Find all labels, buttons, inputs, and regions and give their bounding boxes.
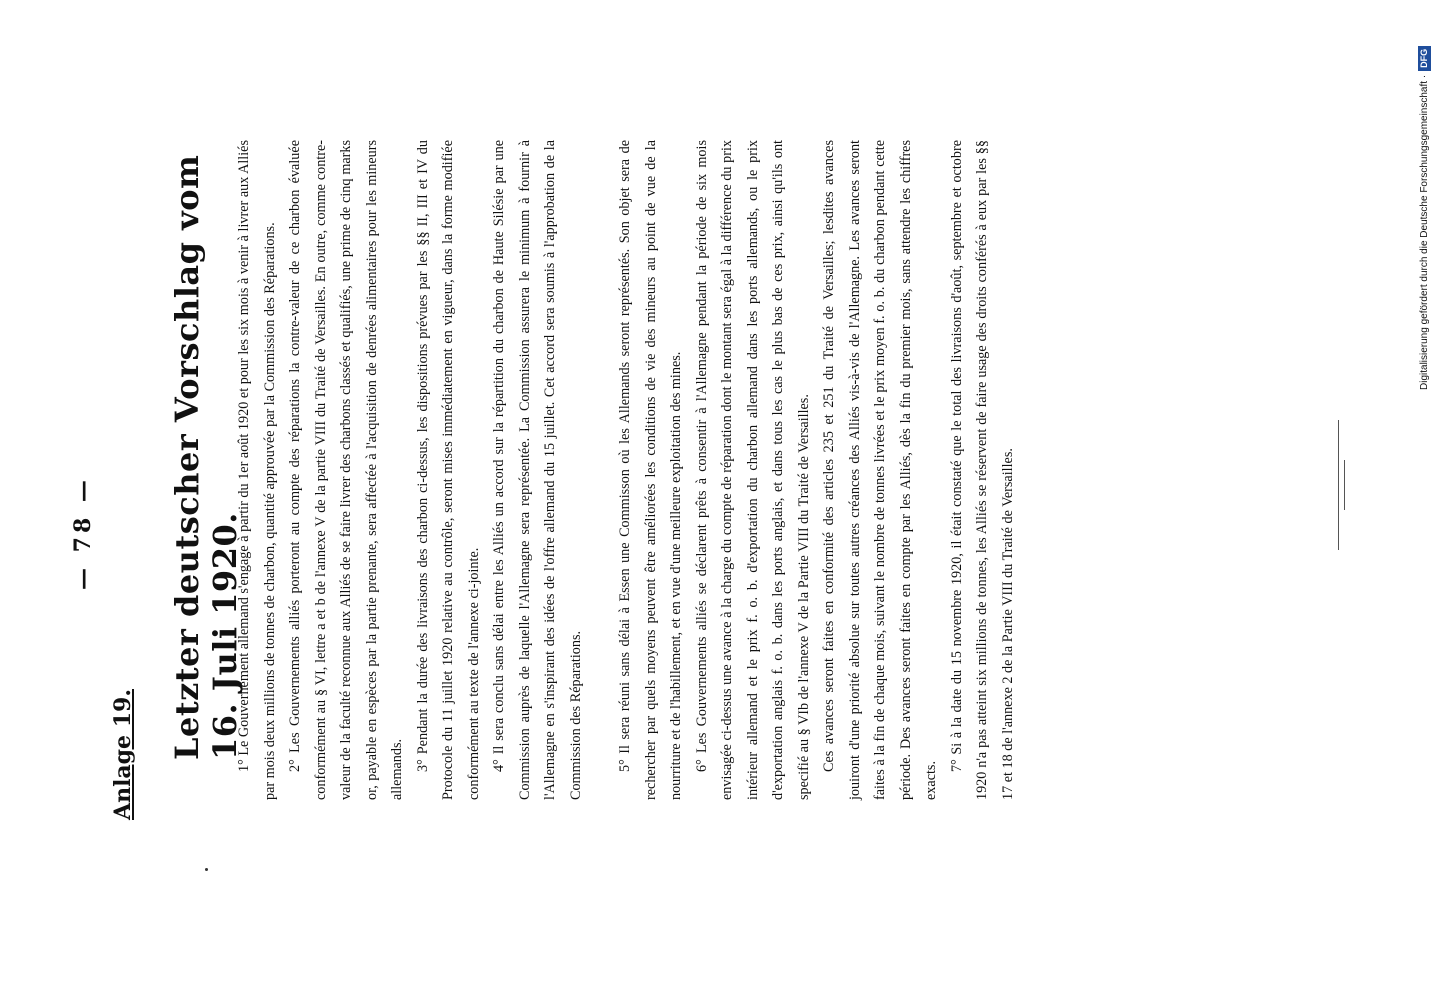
paragraph-4: 4° Il sera conclu sans délai entre les Alliés un accord sur la répartition du charbon de Haute Silésie par une Commission auprès de laquelle l'Allemagne sera représentée. La Commission assurera le minimum à fournir à l'Allemagne en s'inspirant des idées de l'offre allemand du 15 juillet. Cet accord sera soumis à l'approbation de la Commission des Réparations. xyxy=(491,140,584,800)
page-number: — 78 — xyxy=(70,476,96,590)
document-title: Letzter deutscher Vorschlag vom 16. Juli 1920. xyxy=(168,154,244,760)
paragraph-5: 5° Il sera réuni sans délai à Essen une Commisson où les Allemands seront représentés. Son objet sera de rechercher par quels moyens peuvent être améliorées les conditions de vie des mineurs au point de vue de la nourriture et de l'habillement, et en vue d'une meilleure exploitation des mines. xyxy=(617,140,684,800)
paragraph-6-continued: Ces avances seront faites en conformité des articles 235 et 251 du Traité de Versailles; lesdites avances jouiront d'une priorité absolue sur toutes autres créances des Alliés vis-à-vis de l'Allemagne. Les avances seront faites à la fin de chaque mois, suivant le nombre de tonnes livrées et le prix moyen f. o. b. du charbon pendant cette période. Des avances seront faites en compte par les Alliés, dès la fin du premier mois, sans attendre les chiffres exacts. xyxy=(821,140,939,800)
dfg-logo-icon: DFG xyxy=(1418,46,1431,71)
paragraph-6: 6° Les Gouvernements alliés se déclarent prêts à consentir à l'Allemagne pendant la période de six mois envisagée ci-dessus une avance à la charge du compte de réparation dont le montant sera égal à la différence du prix intérieur allemand et le prix f. o. b. d'exportation du charbon allemand dans les ports allemands, ou le prix d'exportation anglais f. o. b. dans les ports anglais, et dans tous les cas le plus bas de ces prix, ainsi qu'ils ont specifié au § VIb de l'annexe V de la Partie VIII du Traité de Versailles. xyxy=(693,140,812,800)
section-divider-short xyxy=(1344,460,1345,510)
paragraph-7: 7° Si à la date du 15 novembre 1920, il était constaté que le total des livraisons d'août, septembre et octobre 1920 n'a pas atteint six millions de tonnes, les Alliés se réservent de faire usage des droits conférés à eux par les §§ 17 et 18 de l'annexe 2 de la Partie VIII du Traité de Versailles. xyxy=(948,140,1016,800)
annex-label: Anlage 19. xyxy=(110,689,136,820)
digitization-watermark xyxy=(1416,10,1432,390)
rotated-document-page xyxy=(70,120,1300,820)
document-body xyxy=(232,140,1021,800)
watermark-text: Digitalisierung gefördert durch die Deutsche Forschungsgemeinschaft · xyxy=(1418,74,1430,390)
paragraph-1: 1° Le Gouvernement allemand s'engage à partir du 1er août 1920 et pour les six mois à venir à livrer aux Alliés par mois deux millions de tonnes de charbon, quantité approuvée par la Commission des Réparations. xyxy=(236,140,278,800)
scan-speck xyxy=(205,868,208,871)
document-page xyxy=(70,120,1300,820)
paragraph-2: 2° Les Gouvernements alliés porteront au compte des réparations la contre-valeur de ce charbon évaluée conformément au § VI, lettre a et b de l'annexe V de la partie VIII du Traité de Versailles. En outre, comme contre-valeur de la faculté reconnue aux Alliés de se faire livrer des charbons classés et qualifiés, une prime de cinq marks or, payable en espèces par la partie prenante, sera affectée à l'acquisition de denrées alimentaires pour les mineurs allemands. xyxy=(287,140,405,800)
paragraph-3: 3° Pendant la durée des livraisons des charbon ci-dessus, les dispositions prévues par les §§ II, III et IV du Protocole du 11 juillet 1920 relative au contrôle, seront mises immédiatement en vigueur, dans la forme modifiée conformément au texte de l'annexe ci-jointe. xyxy=(414,140,482,800)
section-divider xyxy=(1338,420,1339,550)
